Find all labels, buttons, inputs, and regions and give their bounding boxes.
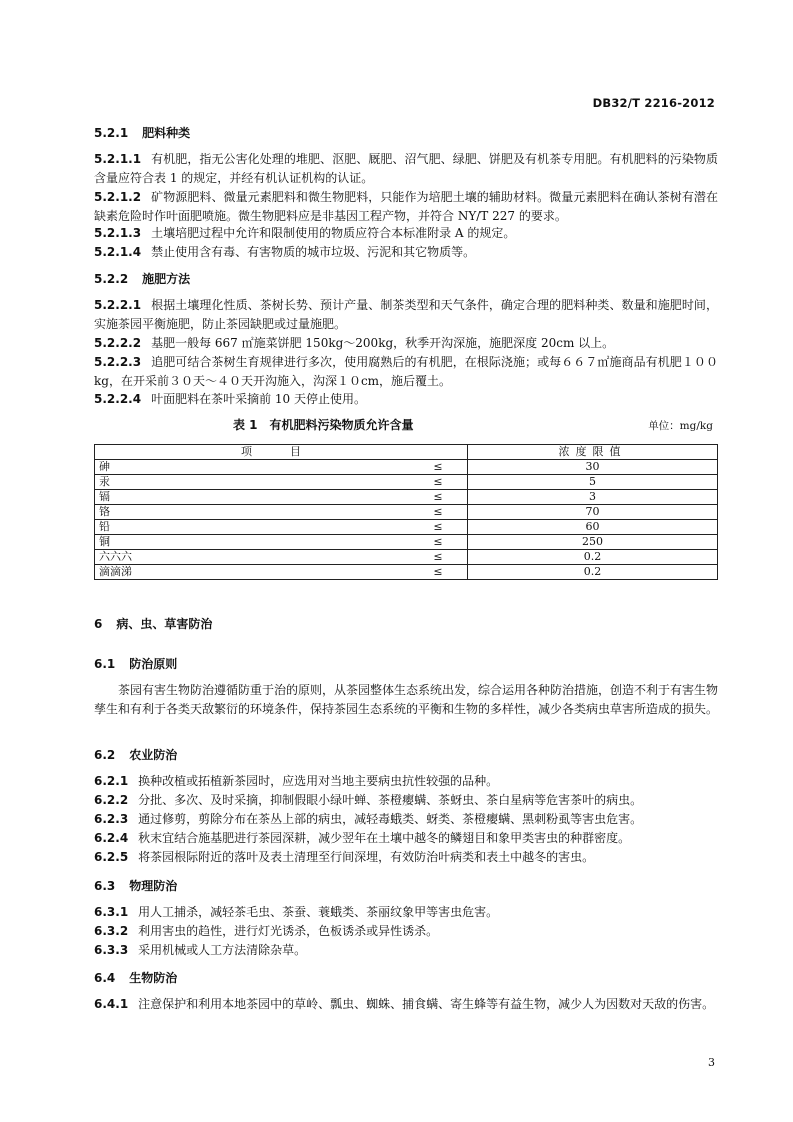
clause-5-2-2-4: [94, 390, 718, 409]
clause-text: 根据土壤理化性质、茶树长势、预计产量、制茶类型和天气条件，确定合理的肥料种类、数量和施肥时间，实施茶园平衡施肥，防止茶园缺肥或过量施肥。: [94, 298, 718, 331]
limit-value: 250: [468, 535, 718, 550]
pollutant-name: 铅: [95, 520, 410, 535]
table-row: [95, 505, 718, 520]
limit-value: 5: [468, 475, 718, 490]
limit-operator: ≤: [409, 460, 468, 475]
limit-value: 0.2: [468, 550, 718, 565]
section-number: 5.2.2: [94, 272, 129, 286]
section-title: 防治原则: [129, 657, 178, 671]
limit-operator: ≤: [409, 535, 468, 550]
clause-number: 6.4.1: [94, 997, 129, 1011]
table-row: [95, 565, 718, 580]
clause-5-2-2-1: [94, 296, 718, 334]
pollutant-name: 镉: [95, 490, 410, 505]
clause-number: 5.2.1.1: [94, 152, 142, 166]
clause-number: 6.2.3: [94, 812, 129, 826]
clause-6-3-3: [94, 941, 718, 960]
section-number: 6: [94, 617, 103, 631]
section-heading-6: [94, 615, 212, 632]
clause-5-2-1-2: [94, 188, 718, 226]
clause-text: 分批、多次、及时采摘，抑制假眼小绿叶蝉、茶橙瘿螨、茶蚜虫、茶白星病等危害茶叶的病虫。: [138, 793, 643, 807]
section-heading-6-2: [94, 746, 177, 763]
clause-text: 有机肥，指无公害化处理的堆肥、沤肥、厩肥、沼气肥、绿肥、饼肥及有机茶专用肥。有机肥料的污染物质含量应符合表 1 的规定，并经有机认证机构的认证。: [94, 152, 718, 185]
document-code: DB32/T 2216-2012: [592, 96, 715, 110]
principle-paragraph: 茶园有害生物防治遵循防重于治的原则，从茶园整体生态系统出发，综合运用各种防治措施，创造不利于有害生物孳生和有利于各类天敌繁衍的环境条件，保持茶园生态系统的平衡和生物的多样性，减少各类病虫草害所造成的损失。: [94, 683, 719, 716]
clause-5-2-2-2: [94, 334, 718, 353]
clause-number: 5.2.1.4: [94, 245, 142, 259]
section-title: 农业防治: [129, 748, 178, 762]
limit-operator: ≤: [409, 520, 468, 535]
clause-number: 6.2.1: [94, 774, 129, 788]
clause-number: 5.2.2.3: [94, 355, 142, 369]
clause-6-2-5: [94, 848, 718, 867]
section-title: 肥料种类: [142, 126, 191, 140]
pollutant-name: 铜: [95, 535, 410, 550]
section-title: 施肥方法: [142, 272, 191, 286]
clause-number: 6.2.5: [94, 850, 129, 864]
section-title: 生物防治: [129, 971, 178, 985]
clause-number: 5.2.1.3: [94, 226, 142, 240]
clause-text: 叶面肥料在茶叶采摘前 10 天停止使用。: [151, 392, 366, 406]
clause-6-2-1: [94, 772, 718, 791]
section-heading-5-2-1: [94, 124, 190, 141]
section-number: 6.3: [94, 879, 116, 893]
section-number: 6.1: [94, 657, 116, 671]
limit-value: 60: [468, 520, 718, 535]
clause-6-2-3: [94, 810, 718, 829]
clause-text: 土壤培肥过程中允许和限制使用的物质应符合本标准附录 A 的规定。: [151, 226, 516, 240]
page-number: 3: [708, 1056, 715, 1069]
pollutant-name: 汞: [95, 475, 410, 490]
clause-text: 将茶园根际附近的落叶及表土清理至行间深埋，有效防治叶病类和表土中越冬的害虫。: [138, 850, 595, 864]
clause-5-2-2-3: [94, 353, 718, 391]
pollutant-name: 六六六: [95, 550, 410, 565]
table-row: [95, 490, 718, 505]
header-item: 项目: [95, 445, 410, 460]
clause-number: 5.2.2.2: [94, 336, 142, 350]
clause-text: 采用机械或人工方法清除杂草。: [138, 943, 307, 957]
clause-number: 6.2.4: [94, 831, 129, 845]
clause-text: 基肥一般每 667 ㎡施菜饼肥 150kg～200kg，秋季开沟深施，施肥深度 20cm 以上。: [151, 336, 615, 350]
clause-text: 通过修剪，剪除分布在茶丛上部的病虫，减轻毒蛾类、蚜类、茶橙瘿螨、黑刺粉虱等害虫危害。: [138, 812, 643, 826]
clause-text: 追肥可结合茶树生育规律进行多次，使用腐熟后的有机肥，在根际浇施；或每６６７㎡施商品有机肥１００kg，在开采前３０天～４０天开沟施入，沟深１０cm，施后覆土。: [94, 355, 718, 388]
table-header-row: [95, 445, 718, 460]
clause-number: 5.2.2.1: [94, 298, 142, 312]
clause-5-2-1-1: [94, 150, 718, 188]
limit-operator: ≤: [409, 490, 468, 505]
clause-6-3-2: [94, 922, 718, 941]
pollutant-limit-table: [94, 444, 718, 580]
table-row: [95, 460, 718, 475]
clause-text: 矿物源肥料、微量元素肥料和微生物肥料，只能作为培肥土壤的辅助材料。微量元素肥料在确认茶树有潜在缺素危险时作叶面肥喷施。微生物肥料应是非基因工程产物，并符合 NY/T 227 的要求。: [94, 190, 718, 223]
section-number: 6.4: [94, 971, 116, 985]
section-heading-6-3: [94, 877, 177, 894]
clause-6-4-1: [94, 995, 718, 1014]
clause-number: 6.3.3: [94, 943, 129, 957]
clause-text: 秋末宜结合施基肥进行茶园深耕，减少翌年在土壤中越冬的鳞翅目和象甲类害虫的种群密度。: [138, 831, 631, 845]
clause-5-2-1-3: [94, 224, 718, 243]
limit-operator: ≤: [409, 565, 468, 580]
section-heading-6-1: [94, 655, 177, 672]
clause-6-2-2: [94, 791, 718, 810]
limit-value: 3: [468, 490, 718, 505]
table-row: [95, 520, 718, 535]
clause-number: 6.2.2: [94, 793, 129, 807]
table-row: [95, 475, 718, 490]
clause-text: 换种改植或拓植新茶园时，应选用对当地主要病虫抗性较强的品种。: [138, 774, 499, 788]
section-number: 6.2: [94, 748, 116, 762]
limit-value: 0.2: [468, 565, 718, 580]
clause-5-2-1-4: [94, 243, 718, 262]
section-heading-5-2-2: [94, 270, 190, 287]
table-unit: 单位：mg/kg: [648, 420, 713, 432]
section-title: 物理防治: [129, 879, 178, 893]
limit-operator: ≤: [409, 550, 468, 565]
limit-value: 70: [468, 505, 718, 520]
clause-number: 5.2.2.4: [94, 392, 142, 406]
limit-operator: ≤: [409, 505, 468, 520]
clause-number: 6.3.1: [94, 905, 129, 919]
pollutant-name: 滴滴涕: [95, 565, 410, 580]
clause-6-2-4: [94, 829, 718, 848]
header-op: [409, 445, 468, 460]
clause-text: 禁止使用含有毒、有害物质的城市垃圾、污泥和其它物质等。: [151, 245, 476, 259]
header-value: 浓度限值: [468, 445, 718, 460]
section-title: 病、虫、草害防治: [116, 617, 213, 631]
clause-number: 5.2.1.2: [94, 190, 142, 204]
section-number: 5.2.1: [94, 126, 129, 140]
clause-text: 利用害虫的趋性，进行灯光诱杀，色板诱杀或异性诱杀。: [138, 924, 439, 938]
limit-operator: ≤: [409, 475, 468, 490]
limit-value: 30: [468, 460, 718, 475]
table-row: [95, 550, 718, 565]
pollutant-name: 砷: [95, 460, 410, 475]
section-heading-6-4: [94, 969, 177, 986]
table-caption: 表 1 有机肥料污染物质允许含量: [233, 418, 414, 432]
clause-text: 用人工捕杀，减轻茶毛虫、茶蚕、蓑蛾类、茶丽纹象甲等害虫危害。: [138, 905, 499, 919]
table-row: [95, 535, 718, 550]
clause-6-3-1: [94, 903, 718, 922]
clause-number: 6.3.2: [94, 924, 129, 938]
pollutant-name: 铬: [95, 505, 410, 520]
clause-text: 注意保护和利用本地茶园中的草岭、瓢虫、蜘蛛、捕食螨、寄生蜂等有益生物，减少人为因数对天敌的伤害。: [138, 997, 715, 1011]
